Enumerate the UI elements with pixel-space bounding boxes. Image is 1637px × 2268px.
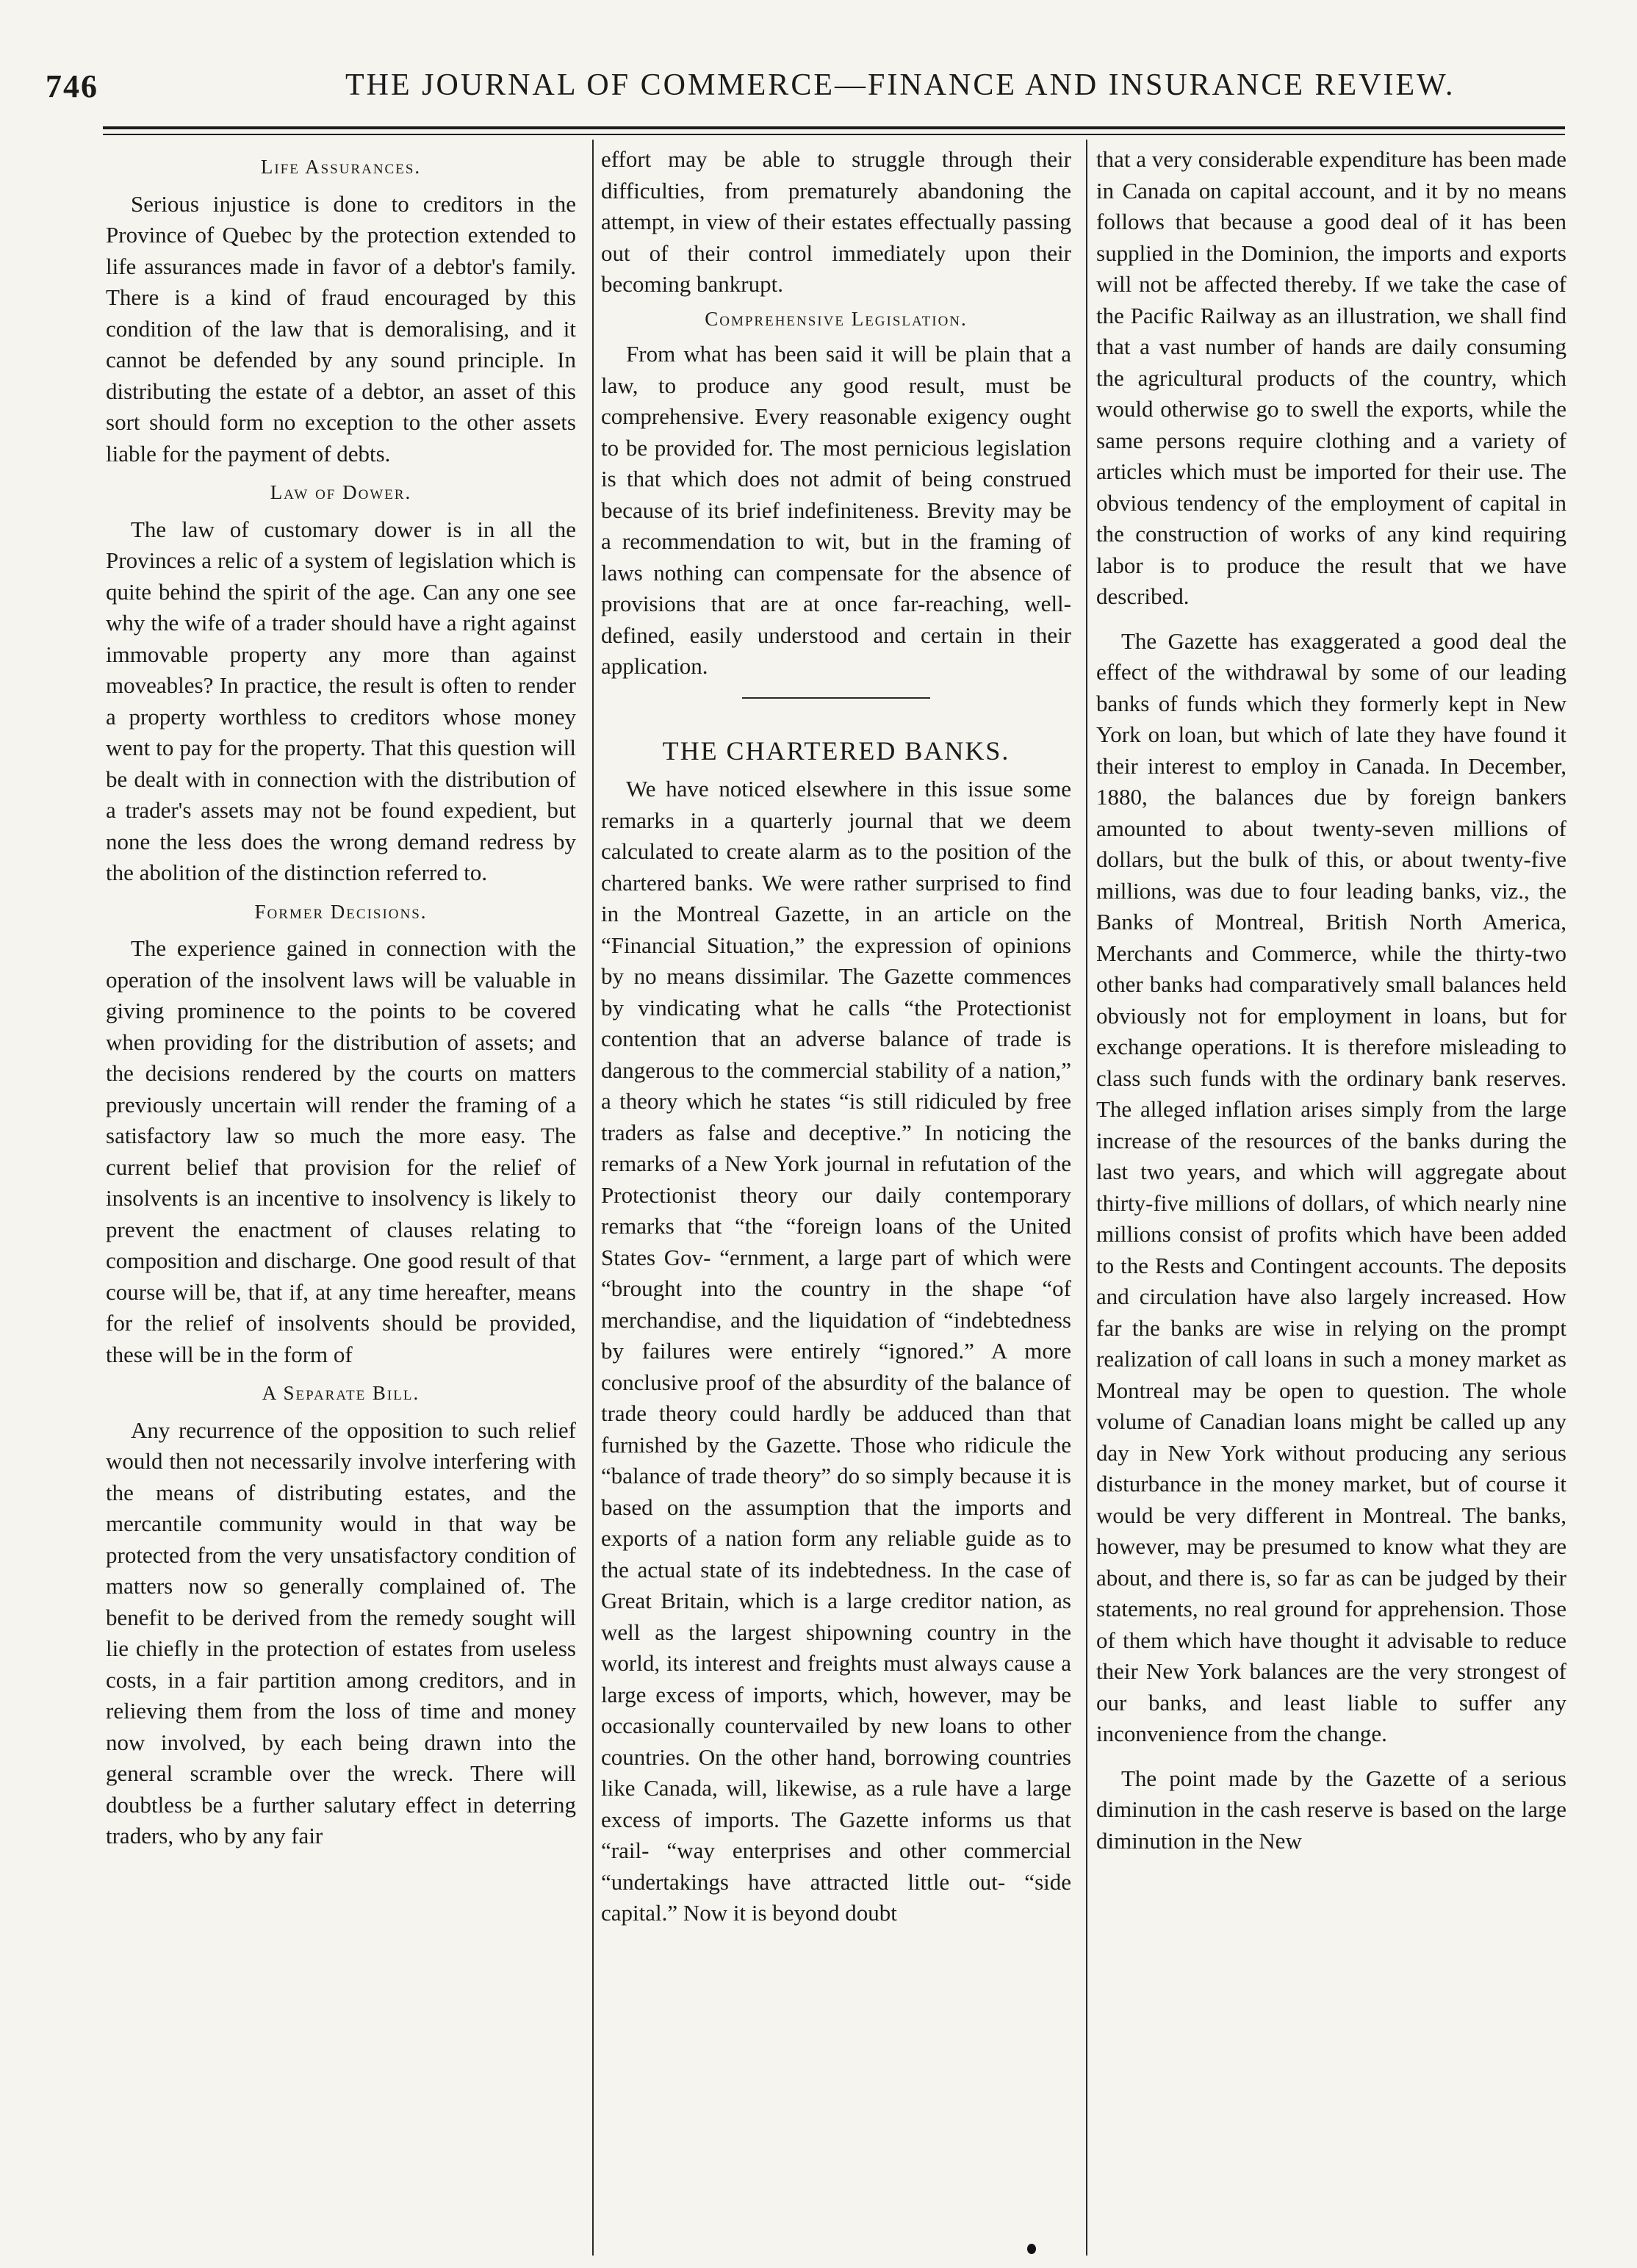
paragraph-life-assurances: Serious injustice is done to creditors in the Province of Quebec by the protection extended to life assurances made in favor of a debtor's family. There is a kind of fraud encouraged by this condition of the law that is demoralising, and it cannot be defended by any sound principle. In distributing the estate of a debtor, an asset of this sort should form no exception to the other assets liable for the payment of debts. [106, 190, 576, 467]
subhead-life-assurances: Life Assurances. [260, 156, 422, 178]
paragraph-comprehensive: From what has been said it will be plain that a law, to produce any good result, must be comprehensive. Every reasonable exigency ought to be provided for. The most pernicious legislation is that which does not admit of being construed because of its brief indefiniteness. Brevity may be a recommendation to wit, but in the framing of laws nothing can compensate for the absence of provisions that are at once far-reaching, well-defined, easily understood and certain in their application. [601, 341, 1071, 679]
subhead-separate-bill: A Separate Bill. [262, 1382, 420, 1404]
column-right [1096, 144, 1566, 2260]
paragraph-law-of-dower: The law of customary dower is in all the Provinces a relic of a system of legislation which is quite behind the spirit of the age. Can any one see why the wife of a trader should have a right against immovable property any more than against moveables? In practice, the result is often to render a property worthless to creditors whose money went to pay for the property. That this question will be dealt with in connection with the distribution of a trader's assets may not be found expedient, but none the less does the wrong demand redress by the abolition of the distinction referred to. [106, 516, 576, 885]
paragraph-separate-bill: Any recurrence of the opposition to such relief would then not necessarily involve interfering with the means of distributing estates, and the mercantile community would in that way be protected from the very unsatisfactory condition of matters now so generally complained of. The benefit to be derived from the remedy sought will lie chiefly in the protection of estates from useless costs, in a fair partition among creditors, and in relieving them from the loss of time and money now involved, by each being drawn into the general scramble over the wreck. There will doubtless be a further salutary effect in deterring traders, who by any fair [106, 1416, 576, 1848]
paragraph-former-decisions: The experience gained in connection with the operation of the insolvent laws will be valuable in giving prominence to the points to be covered when providing for the distribution of assets; and the decisions rendered by the courts on matters previously uncertain will render the framing of a satisfactory law so much the more easy. The current belief that provision for the relief of insolvents is an incentive to insolvency is likely to prevent the enactment of clauses relating to composition and discharge. One good result of that course will be, that if, at any time hereafter, means for the relief of insolvents should be provided, these will be in the form of [106, 935, 576, 1367]
paragraph-continuation-right: that a very considerable expenditure has been made in Canada on capital account, and it by no means follows that because a good deal of it has been supplied in the Dominion, the imports and exports will not be affected thereby. If we take the case of the Pacific Railway as an illustration, we shall find that a vast number of hands are daily consuming the agricultural products of the country, which would otherwise go to swell the exports, while the same persons require clothing and a variety of articles which must be imported for their use. The obvious tendency of the employment of capital in the construction of works of any kind requiring labor is to produce the result that we have described. [1096, 146, 1566, 609]
paragraph-gap [1096, 1750, 1566, 1763]
ink-speck [1027, 2244, 1036, 2254]
column-divider-left [592, 140, 594, 2256]
running-title: THE JOURNAL OF COMMERCE—FINANCE AND INSURANCE REVIEW. [345, 68, 1456, 102]
page-number: 746 [46, 68, 98, 104]
paragraph-continuation: effort may be able to struggle through their difficulties, from prematurely abandoning the attempt, in view of their estates effectually passing out of their control immediately upon their becoming bankrupt. [601, 146, 1071, 297]
paragraph-gazette-exaggerated: The Gazette has exaggerated a good deal the effect of the withdrawal by some of our leading banks of funds which they formerly kept in New York on loan, but which of late they have found it their interest to employ in Canada. In December, 1880, the balances due by foreign bankers amounted to about twenty-seven millions of dollars, but the bulk of this, or about twenty-five millions, was due to four leading banks, viz., the Banks of Montreal, British North America, Merchants and Commerce, while the thirty-two other banks had comparatively small balances held obviously not for employment in loans, but for exchange operations. It is therefore misleading to class such funds with the ordinary bank reserves. The alleged inflation arises simply from the large increase of the resources of the banks during the last two years, and which will aggregate about thirty-five millions of dollars, of which nearly nine millions consist of profits which have been added to the Rests and Contingent accounts. The deposits and circulation have also largely increased. How far the banks are wise in relying on the prompt realization of call loans in such a money market as Montreal may be open to question. The whole volume of Canadian loans might be called up any day in New York without producing any serious disturbance in the money market, but of course it would be very different in Montreal. The banks, however, may be presumed to know what they are about, and there is, so far as can be judged by their statements, no real ground for apprehension. Those of them which have thought it advisable to reduce their New York balances are the very strongest of our banks, and least liable to suffer any inconvenience from the change. [1096, 627, 1566, 1746]
paragraph-gap [1096, 613, 1566, 626]
section-divider [742, 697, 930, 699]
paragraph-point-made: The point made by the Gazette of a serious diminution in the cash reserve is based on the large diminution in the New [1096, 1765, 1566, 1854]
header-rule [103, 126, 1565, 129]
paragraph-chartered-banks: We have noticed elsewhere in this issue some remarks in a quarterly journal that we deem calculated to create alarm as to the position of the chartered banks. We were rather surprised to find in the Montreal Gazette, in an article on the “Financial Situation,” the expression of opinions by no means dissimilar. The Gazette commences by vindicating what he calls “the Protectionist contention that an adverse balance of trade is dangerous to the commercial stability of a nation,” a theory which he states “is still ridiculed by free traders as false and deceptive.” In noticing the remarks of a New York journal in refutation of the Protectionist theory our daily contemporary remarks that “the “foreign loans of the United States Gov- “ernment, a large part of which were “brought into the country in the shape “of merchandise, and the liquidation of “indebtedness by failures were entirely “ignored.” A more conclusive proof of the absurdity of the balance of trade theory could hardly be adduced than that furnished by the Gazette. Those who ridicule the “balance of trade theory” do so simply because it is based on the assumption that the imports and exports of a nation form any reliable guide as to the actual state of its indebtedness. In the case of Great Britain, which is a large creditor nation, as well as the largest shipowning country in the world, its interest and freights must always cause a large excess of imports, which, however, may be occasionally countervailed by new loans to other countries. On the other hand, borrowing countries like Canada, will, likewise, as a rule have a large excess of imports. The Gazette informs us that “rail- “way enterprises and other commercial “undertakings have attracted little out- “side capital.” Now it is beyond doubt [601, 776, 1071, 1926]
column-left [106, 144, 576, 2260]
subhead-law-of-dower: Law of Dower. [270, 481, 412, 503]
header-rule-thin [103, 134, 1565, 135]
column-divider-right [1086, 140, 1087, 2256]
subhead-former-decisions: Former Decisions. [254, 900, 428, 923]
column-middle [601, 144, 1071, 2260]
subhead-comprehensive-legislation: Comprehensive Legislation. [705, 307, 968, 330]
section-title-chartered-banks: THE CHARTERED BANKS. [662, 735, 1010, 766]
